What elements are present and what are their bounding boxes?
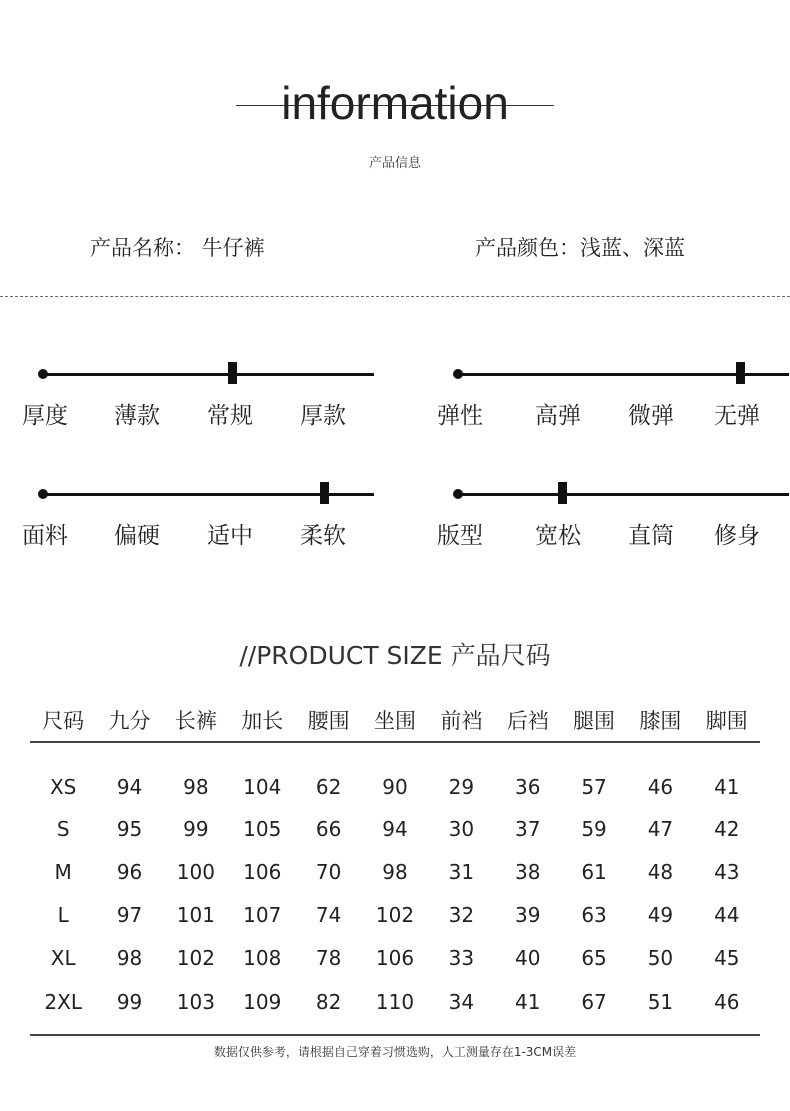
table-cell: 67 <box>581 989 607 1014</box>
table-cell: 30 <box>448 816 475 841</box>
table-cell: 41 <box>714 775 740 799</box>
table-cell: 99 <box>183 816 209 841</box>
table-cell: 106 <box>243 859 282 884</box>
page-subtitle: 产品信息 <box>368 156 421 171</box>
table-cell: 31 <box>448 859 475 884</box>
column-header: 腿围 <box>573 708 616 733</box>
table-cell: 107 <box>243 902 282 927</box>
table-cell: 106 <box>375 945 415 970</box>
scale-option: 无弹 <box>714 403 760 429</box>
scale-marker-selected <box>228 362 237 384</box>
size-table <box>30 698 760 1024</box>
column-header: 腰围 <box>307 708 350 733</box>
table-cell: 94 <box>382 816 408 841</box>
table-cell: 42 <box>714 816 740 841</box>
table-cell: 49 <box>647 902 674 927</box>
scale-elasticity <box>437 373 787 453</box>
table-cell: 63 <box>581 902 607 927</box>
title-block <box>0 72 790 136</box>
table-cell: 102 <box>375 902 415 927</box>
dashed-divider <box>0 296 790 297</box>
table-cell: 98 <box>183 775 209 799</box>
table-cell: 32 <box>448 902 475 927</box>
column-header: 尺码 <box>42 708 85 733</box>
size-cell: M <box>54 859 72 884</box>
scale-track <box>42 373 374 376</box>
table-cell: 94 <box>116 775 143 799</box>
table-cell: 90 <box>382 775 408 799</box>
size-footnote: 数据仅供参考，请根据自己穿着习惯选购，人工测量存在1-3CM误差 <box>213 1045 577 1059</box>
table-cell: 97 <box>116 902 143 927</box>
column-header: 前裆 <box>440 708 483 733</box>
table-cell: 50 <box>647 945 674 970</box>
table-cell: 36 <box>514 775 541 799</box>
scale-option: 薄款 <box>114 403 160 429</box>
column-header: 脚围 <box>705 708 748 733</box>
scale-option: 适中 <box>207 523 253 549</box>
table-cell: 48 <box>647 859 674 884</box>
scale-fit <box>437 493 787 573</box>
table-cell: 74 <box>315 902 342 927</box>
size-cell: S <box>56 816 70 841</box>
column-header: 膝围 <box>639 708 682 733</box>
table-cell: 51 <box>647 989 674 1014</box>
table-cell: 95 <box>116 816 143 841</box>
size-table-header-row <box>30 698 760 742</box>
column-header: 坐围 <box>373 708 416 733</box>
scale-option: 常规 <box>207 403 253 429</box>
table-cell: 78 <box>315 945 342 970</box>
table-cell: 38 <box>514 859 541 884</box>
size-cell: XL <box>50 945 76 970</box>
table-cell: 96 <box>116 859 143 884</box>
column-header: 后裆 <box>506 708 549 733</box>
table-cell: 108 <box>243 945 282 970</box>
scale-marker-selected <box>320 482 329 504</box>
size-section-title: //PRODUCT SIZE 产品尺码 <box>239 641 551 670</box>
scale-track <box>457 493 789 496</box>
table-cell: 98 <box>382 859 408 884</box>
scale-option: 偏硬 <box>114 523 160 549</box>
table-cell: 98 <box>116 945 143 970</box>
table-row <box>30 979 760 1024</box>
table-cell: 100 <box>176 859 215 884</box>
table-cell: 61 <box>581 859 607 884</box>
product-color: 产品颜色：浅蓝、深蓝 <box>475 236 685 260</box>
table-cell: 102 <box>176 945 215 970</box>
scale-start-dot <box>38 369 48 379</box>
table-cell: 47 <box>647 816 674 841</box>
size-cell: XS <box>49 775 77 799</box>
scale-option: 厚款 <box>300 403 346 429</box>
page-title: information <box>281 77 509 129</box>
product-name: 产品名称： 牛仔裤 <box>90 236 265 260</box>
scale-title: 厚度 <box>22 403 68 429</box>
table-cell: 40 <box>514 945 541 970</box>
scale-title: 面料 <box>22 523 68 549</box>
scale-marker-selected <box>736 362 745 384</box>
size-cell: L <box>57 902 69 927</box>
table-row <box>30 850 760 893</box>
table-cell: 99 <box>116 989 143 1014</box>
table-cell: 110 <box>375 989 415 1014</box>
table-row <box>30 807 760 850</box>
scale-title: 弹性 <box>437 403 483 429</box>
scale-option: 修身 <box>714 523 760 549</box>
scale-marker-selected <box>558 482 567 504</box>
scale-option: 高弹 <box>535 403 581 429</box>
table-cell: 39 <box>514 902 541 927</box>
scale-start-dot <box>38 489 48 499</box>
table-row <box>30 893 760 936</box>
table-cell: 62 <box>315 775 342 799</box>
scale-start-dot <box>453 369 463 379</box>
table-cell: 33 <box>448 945 475 970</box>
scale-start-dot <box>453 489 463 499</box>
table-cell: 103 <box>176 989 215 1014</box>
table-row <box>30 742 760 807</box>
column-header: 加长 <box>241 708 284 733</box>
scale-title: 版型 <box>437 523 483 549</box>
table-cell: 34 <box>448 989 475 1014</box>
table-cell: 41 <box>514 989 541 1014</box>
table-cell: 105 <box>243 816 282 841</box>
table-cell: 59 <box>581 816 607 841</box>
table-cell: 43 <box>714 859 740 884</box>
table-cell: 44 <box>714 902 740 927</box>
table-bottom-divider <box>30 1034 760 1036</box>
table-cell: 109 <box>243 989 282 1014</box>
table-cell: 57 <box>581 775 607 799</box>
column-header: 长裤 <box>174 708 217 733</box>
scale-fabric <box>22 493 372 573</box>
size-cell: 2XL <box>44 989 82 1014</box>
table-cell: 70 <box>315 859 342 884</box>
table-cell: 46 <box>714 989 740 1014</box>
table-cell: 29 <box>448 775 475 799</box>
table-cell: 82 <box>315 989 342 1014</box>
table-cell: 37 <box>514 816 541 841</box>
column-header: 九分 <box>108 708 151 733</box>
table-cell: 101 <box>176 902 215 927</box>
table-cell: 104 <box>243 775 282 799</box>
scale-option: 直筒 <box>628 523 674 549</box>
scale-option: 微弹 <box>628 403 674 429</box>
scale-option: 宽松 <box>535 523 581 549</box>
table-row <box>30 936 760 979</box>
table-cell: 66 <box>315 816 342 841</box>
scale-thickness <box>22 373 372 453</box>
table-cell: 65 <box>581 945 607 970</box>
table-cell: 46 <box>647 775 674 799</box>
table-cell: 45 <box>714 945 740 970</box>
scale-option: 柔软 <box>300 523 346 549</box>
